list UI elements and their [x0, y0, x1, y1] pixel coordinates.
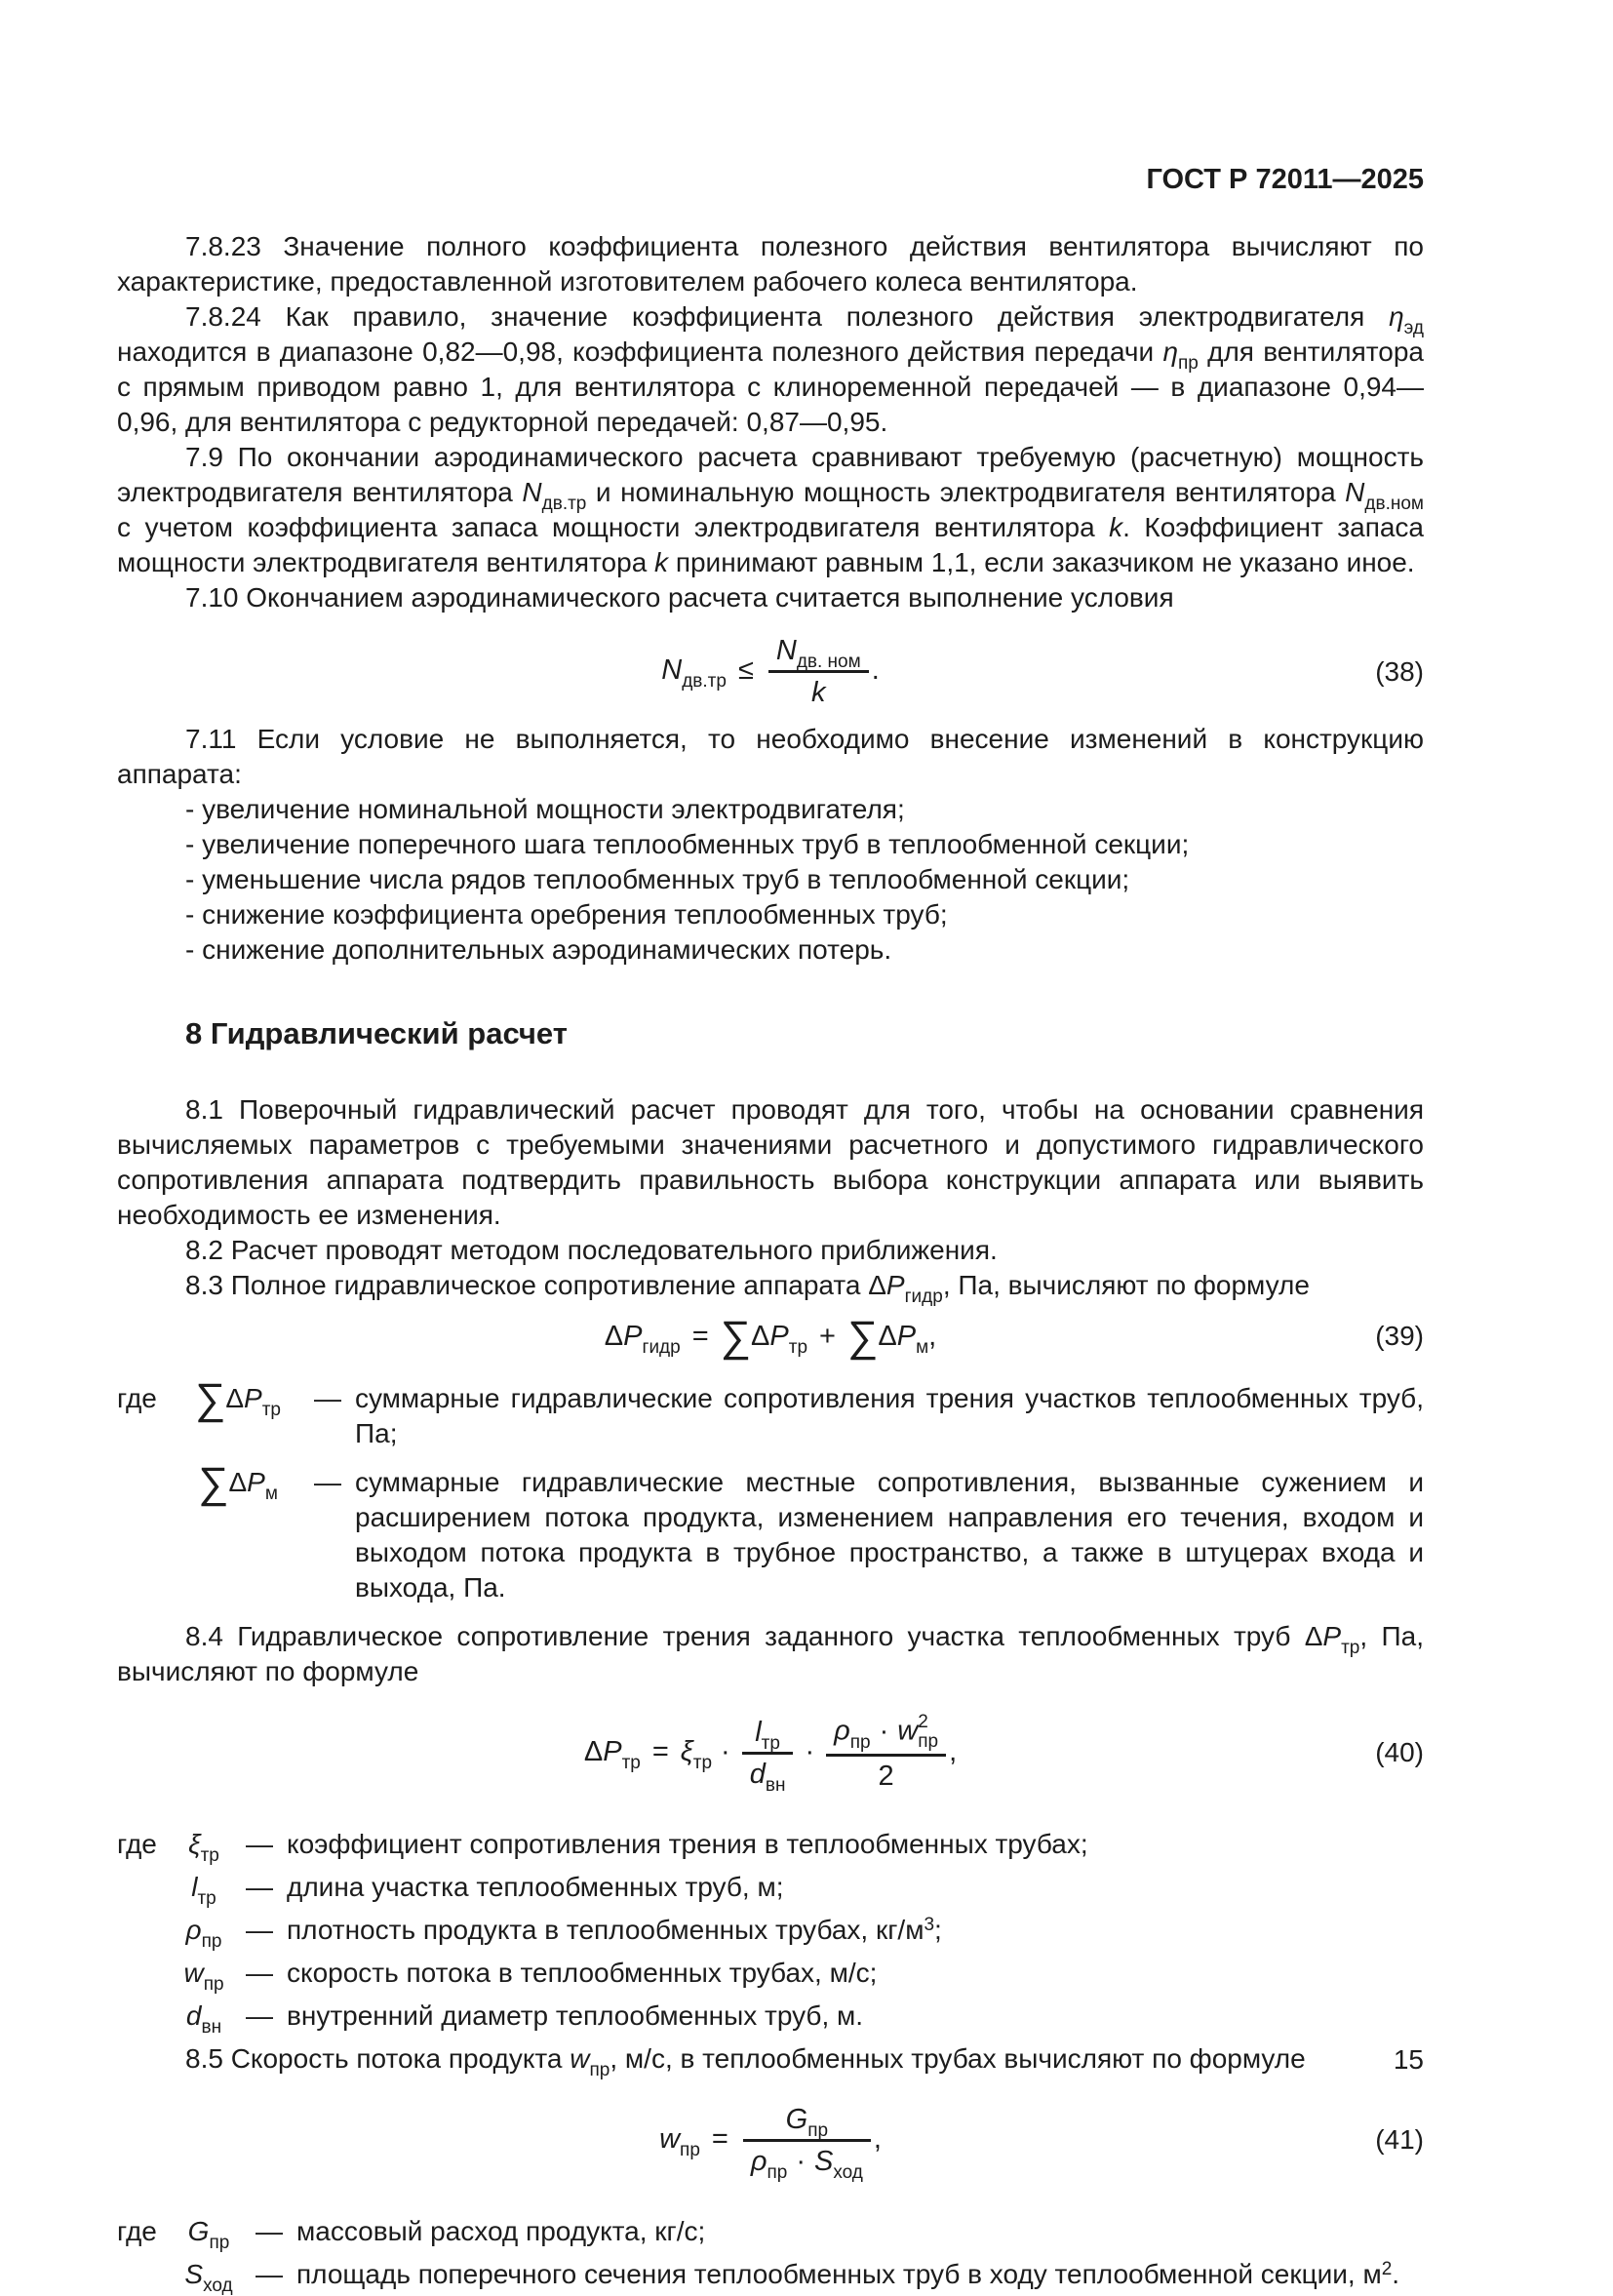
- var-sup: 2: [918, 1712, 928, 1732]
- var-sub: гидр: [904, 1286, 943, 1307]
- paragraph-8-4: [117, 1619, 1424, 1689]
- formula-39: [117, 1313, 1424, 1362]
- fraction-numerator: [768, 631, 869, 670]
- definition-row: [117, 2214, 1424, 2253]
- var-sub: пр: [849, 1731, 871, 1753]
- var-sub: тр: [197, 1887, 216, 1909]
- var-base: d: [185, 1999, 202, 2031]
- definition-desc: скорость потока в теплообменных трубах, м/с;: [287, 1957, 878, 1988]
- var-base: w: [659, 2123, 681, 2156]
- var-sub: пр: [918, 1730, 939, 1752]
- text-run: 8.5 Скорость потока продукта: [185, 2042, 570, 2074]
- var-sub: тр: [761, 1732, 780, 1754]
- paragraph-7-10: 7.10 Окончанием аэродинамического расчета считается выполнение условия: [185, 582, 1174, 613]
- text-run: находится в диапазоне 0,82—0,98, коэффициента полезного действия передачи: [117, 336, 1163, 367]
- var-base: d: [749, 1758, 766, 1790]
- var-k: k: [811, 677, 826, 708]
- text-run: ;: [934, 1914, 942, 1945]
- formula-number: (41): [1375, 2124, 1424, 2156]
- formula-40: [117, 1711, 1424, 1796]
- sum-symbol: ∑: [198, 1459, 229, 1508]
- definition-term: [174, 1375, 302, 1424]
- var-base: S: [184, 2258, 204, 2289]
- var-base: ρ: [834, 1715, 850, 1747]
- delta-symbol: Δ: [868, 1270, 886, 1300]
- definition-term: [174, 1827, 234, 1866]
- formula-tail: ,: [928, 1321, 937, 1352]
- where-label: где: [117, 1383, 157, 1413]
- list-item: - снижение дополнительных аэродинамических потерь.: [185, 934, 892, 965]
- fraction-numerator: [743, 2100, 871, 2139]
- list-item: - увеличение номинальной мощности электродвигателя;: [185, 794, 905, 824]
- var-sub: пр: [209, 2232, 230, 2253]
- fraction-denominator: 2: [826, 1754, 946, 1796]
- definition-dash: —: [246, 1957, 273, 1988]
- var-sub: тр: [200, 1844, 219, 1866]
- text-run: 7.8.24 Как правило, значение коэффициента полезного действия электродвигателя: [185, 301, 1390, 332]
- fraction: [826, 1711, 946, 1796]
- delta-symbol: Δ: [1304, 1621, 1323, 1651]
- formula-40-body: [584, 1711, 957, 1796]
- var-sub: пр: [203, 1973, 224, 1995]
- formula-39-body: [604, 1313, 937, 1362]
- definition-desc: [296, 2257, 1424, 2292]
- var-base: l: [755, 1716, 762, 1748]
- definition-term: [174, 1956, 234, 1995]
- var-sub: тр: [692, 1753, 713, 1774]
- var-base: N: [661, 654, 683, 687]
- var-sub: тр: [1341, 1637, 1360, 1658]
- var-sub: тр: [621, 1753, 641, 1774]
- definition-term: [174, 1913, 234, 1952]
- definition-row: [117, 2257, 1424, 2296]
- fraction-denominator: [743, 2139, 871, 2181]
- page-number: 15: [1393, 2044, 1424, 2075]
- delta-symbol: Δ: [604, 1321, 624, 1352]
- var-base: G: [785, 2103, 808, 2135]
- text-run: 7.9 По окончании аэродинамического расчета сравнивают требуемую (расчетную) мощность электродвигателя вентилятора: [117, 442, 1424, 507]
- var-base: P: [603, 1736, 622, 1768]
- definition-row: [117, 1999, 1424, 2038]
- formula-41: [117, 2100, 1424, 2181]
- var-base: w: [897, 1715, 919, 1747]
- delta-symbol: Δ: [751, 1321, 770, 1352]
- text-run: , м/с, в теплообменных трубах вычисляют по формуле: [610, 2042, 1306, 2074]
- text-run: с учетом коэффициента запаса мощности электродвигателя вентилятора: [117, 512, 1110, 542]
- fraction-denominator: [742, 1752, 794, 1794]
- definition-desc: суммарные гидравлические местные сопротивления, вызванные сужением и расширением потока продукта, изменением направления его течения, входом и выходом потока продукта в трубное пространство, а также в штуцерах входа и выхода, Па.: [355, 1467, 1424, 1603]
- delta-symbol: Δ: [228, 1467, 248, 1497]
- definition-dash: —: [246, 1914, 273, 1945]
- definition-desc: длина участка теплообменных труб, м;: [287, 1871, 784, 1902]
- text-run: . Коэффициент запаса мощности электродвигателя вентилятора: [117, 512, 1424, 577]
- paragraph-8-1: 8.1 Поверочный гидравлический расчет проводят для того, чтобы на основании сравнения вычисляемых параметров с требуемыми значениями расчетного и допустимого гидравлического сопротивления аппарата подтвердить правильность выбора конструкции аппарата или выявить необходимость ее изменения.: [117, 1094, 1424, 1230]
- var-base: P: [769, 1321, 789, 1352]
- delta-symbol: Δ: [878, 1321, 897, 1352]
- definition-row: [117, 1375, 1424, 1451]
- var-base: P: [623, 1321, 643, 1352]
- multiply-dot: ·: [879, 1715, 889, 1747]
- var-sub: тр: [261, 1399, 282, 1420]
- unit-superscript: 3: [924, 1915, 935, 1936]
- var-sub: тр: [788, 1336, 808, 1358]
- formula-tail: ,: [949, 1736, 958, 1768]
- var-base: P: [896, 1321, 917, 1352]
- definition-desc: внутренний диаметр теплообменных труб, м.: [287, 1999, 864, 2031]
- var-base: P: [247, 1467, 265, 1497]
- relation-sign: ≤: [737, 654, 754, 687]
- definitions-39: [117, 1375, 1424, 1605]
- var-base: ξ: [188, 1828, 201, 1859]
- where-label: где: [117, 1828, 157, 1859]
- var-sub: пр: [201, 1930, 222, 1952]
- plus-sign: +: [819, 1321, 836, 1352]
- var-sub: м: [264, 1483, 278, 1504]
- var-base: ρ: [750, 2145, 767, 2177]
- paragraph-8-3: [117, 1268, 1424, 1307]
- formula-number: (40): [1375, 1737, 1424, 1768]
- definition-dash: —: [256, 2215, 283, 2246]
- var-k: k: [1109, 512, 1123, 542]
- var-sub: дв.тр: [541, 493, 587, 514]
- sum-symbol: ∑: [194, 1375, 226, 1424]
- definition-dash: —: [314, 1467, 341, 1497]
- var-sub: ход: [203, 2275, 233, 2296]
- unit-superscript: 2: [1381, 2259, 1393, 2280]
- formula-41-body: [659, 2100, 882, 2181]
- definition-desc: коэффициент сопротивления трения в теплообменных трубах;: [287, 1828, 1088, 1859]
- paragraph-7-11: 7.11 Если условие не выполняется, то необходимо внесение изменений в конструкцию аппарата:: [117, 724, 1424, 789]
- delta-symbol: Δ: [225, 1383, 245, 1413]
- definition-term: [174, 1459, 302, 1508]
- definition-desc: массовый расход продукта, кг/с;: [296, 2215, 706, 2246]
- text-run: для вентилятора с прямым приводом равно 1, для вентилятора с клиноременной передачей — в диапазоне 0,94—0,96, для вентилятора с редукторной передачей: 0,87—0,95.: [117, 336, 1424, 437]
- var-base: η: [1162, 336, 1178, 367]
- definition-row: [117, 1956, 1424, 1995]
- text-run: площадь поперечного сечения теплообменных труб в ходу теплообменной секции, м: [296, 2258, 1382, 2289]
- fraction-numerator: [826, 1711, 946, 1754]
- var-sub: м: [916, 1336, 929, 1358]
- var-sub: вн: [201, 2016, 222, 2038]
- multiply-dot: ·: [721, 1736, 730, 1768]
- text-run: и номинальную мощность электродвигателя вентилятора: [586, 477, 1346, 507]
- var-base: N: [775, 635, 797, 666]
- formula-38-body: [661, 631, 880, 712]
- var-base: P: [885, 1270, 905, 1300]
- definition-desc: суммарные гидравлические сопротивления трения участков теплообменных труб, Па;: [355, 1383, 1424, 1448]
- var-base: l: [191, 1871, 198, 1902]
- var-base: w: [183, 1957, 204, 1988]
- definition-row: [117, 1827, 1424, 1866]
- var-sub: пр: [1177, 352, 1199, 374]
- doc-code: ГОСТ Р 72011—2025: [1146, 164, 1424, 195]
- var-sub: пр: [680, 2140, 700, 2160]
- var-sub: пр: [767, 2161, 788, 2183]
- definition-dash: —: [256, 2258, 283, 2289]
- text-run: 8.3 Полное гидравлическое сопротивление аппарата: [185, 1270, 869, 1300]
- var-sub: дв.ном: [1364, 493, 1424, 514]
- fraction: [743, 2100, 871, 2181]
- where-label: где: [117, 2215, 157, 2246]
- var-sub: ход: [833, 2161, 863, 2183]
- text-run: плотность продукта в теплообменных трубах, кг/м: [287, 1914, 925, 1945]
- equals-sign: =: [711, 2123, 728, 2156]
- fraction-denominator: [768, 670, 869, 712]
- definitions-40: [117, 1827, 1424, 2038]
- definition-dash: —: [246, 1871, 273, 1902]
- section-heading: 8 Гидравлический расчет: [185, 1016, 568, 1050]
- sum-symbol: ∑: [846, 1313, 879, 1362]
- definition-dash: —: [314, 1383, 341, 1413]
- var-sub: дв. ном: [796, 651, 861, 672]
- var-base: N: [522, 477, 542, 507]
- fraction: [742, 1713, 794, 1794]
- formula-38: [117, 631, 1424, 712]
- paragraph-7-8-23: 7.8.23 Значение полного коэффициента полезного действия вентилятора вычисляют по характеристике, предоставленной изготовителем рабочего колеса вентилятора.: [117, 231, 1424, 297]
- var-base: w: [570, 2042, 590, 2074]
- equals-sign: =: [691, 1321, 709, 1352]
- paragraph-7-9: [117, 440, 1424, 580]
- equals-sign: =: [651, 1736, 669, 1768]
- text-run: , Па, вычисляют по формуле: [117, 1621, 1424, 1686]
- fraction: [768, 631, 869, 712]
- var-sub: гидр: [642, 1336, 681, 1358]
- paragraph-7-8-24: [117, 299, 1424, 440]
- definition-term: [174, 1870, 234, 1909]
- definition-dash: —: [246, 1828, 273, 1859]
- multiply-dot: ·: [805, 1736, 815, 1768]
- text-run: , Па, вычисляют по формуле: [942, 1270, 1310, 1300]
- definition-term: [174, 2257, 244, 2296]
- multiply-dot: ·: [796, 2145, 806, 2177]
- definition-term: [174, 1999, 234, 2038]
- formula-number: (39): [1375, 1321, 1424, 1351]
- var-sub: вн: [765, 1774, 786, 1796]
- var-base: G: [187, 2215, 210, 2246]
- var-base: η: [1389, 301, 1404, 332]
- var-base: S: [813, 2145, 834, 2177]
- list-item: - увеличение поперечного шага теплообменных труб в теплообменной секции;: [185, 829, 1190, 859]
- var-sub: эд: [1403, 317, 1424, 338]
- var-sub: пр: [807, 2119, 829, 2141]
- delta-symbol: Δ: [583, 1736, 604, 1768]
- var-base: ξ: [680, 1736, 693, 1768]
- paragraph-8-2: 8.2 Расчет проводят методом последовательного приближения.: [185, 1235, 998, 1265]
- sum-symbol: ∑: [720, 1313, 752, 1362]
- var-sub: пр: [589, 2059, 610, 2080]
- definition-term: [174, 2214, 244, 2253]
- var-base: P: [1322, 1621, 1342, 1651]
- paragraph-8-5: [117, 2041, 1424, 2080]
- definition-desc: [287, 1913, 1424, 1948]
- fraction-numerator: [742, 1713, 794, 1752]
- var-base: N: [1345, 477, 1365, 507]
- formula-number: (38): [1375, 655, 1424, 687]
- text-run: .: [1392, 2258, 1400, 2289]
- var-sub: дв.тр: [682, 671, 727, 693]
- text-run: принимают равным 1,1, если заказчиком не указано иное.: [668, 547, 1415, 577]
- definition-row: [117, 1870, 1424, 1909]
- sup-sub-stack: [918, 1713, 938, 1752]
- list-item: - уменьшение числа рядов теплообменных труб в теплообменной секции;: [185, 864, 1130, 894]
- formula-tail: ,: [873, 2123, 882, 2156]
- text-run: 8.4 Гидравлическое сопротивление трения заданного участка теплообменных труб: [185, 1621, 1305, 1651]
- definitions-41: [117, 2214, 1424, 2296]
- formula-tail: .: [871, 654, 880, 687]
- definition-dash: —: [246, 1999, 273, 2031]
- var-k: k: [654, 547, 669, 577]
- list-item: - снижение коэффициента оребрения теплообменных труб;: [185, 899, 948, 930]
- definition-row: [117, 1459, 1424, 1605]
- definition-row: [117, 1913, 1424, 1952]
- var-base: ρ: [185, 1914, 202, 1945]
- var-base: P: [244, 1383, 262, 1413]
